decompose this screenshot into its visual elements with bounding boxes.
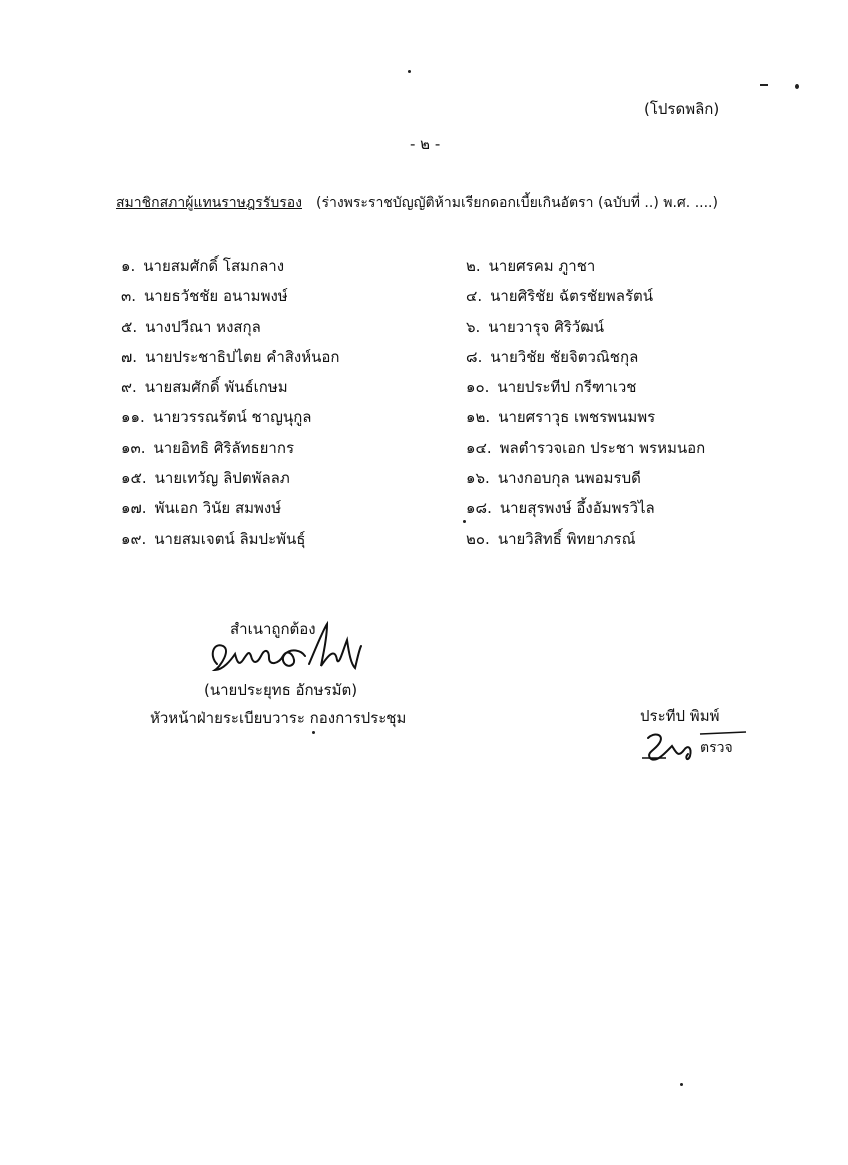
list-item: ๖. นายวารุจ ศิริวัฒน์ — [466, 317, 605, 336]
page-heading — [116, 193, 718, 213]
list-item: ๑๖. นางกอบกุล นพอมรบดี — [466, 469, 641, 488]
list-item: ๕. นางปวีณา หงสกุล — [121, 317, 261, 336]
members-list-left — [121, 256, 339, 559]
list-item: ๑๐. นายประทีป กรีฑาเวช — [466, 378, 637, 397]
scan-speck — [463, 520, 466, 523]
list-item: ๑๕. นายเทวัญ ลิปตพัลลภ — [121, 469, 290, 488]
list-item: ๔. นายศิริชัย ฉัตรชัยพลรัตน์ — [466, 287, 654, 306]
list-item: ๑๑. นายวรรณรัตน์ ชาญนุกูล — [121, 408, 312, 427]
scan-speck — [680, 1083, 683, 1086]
signer-name: (นายประยุทธ อักษรมัต) — [204, 681, 358, 699]
signer-position: หัวหน้าฝ่ายระเบียบวาระ กองการประชุม — [150, 709, 407, 727]
handwritten-signature — [205, 620, 365, 678]
list-item: ๘. นายวิชัย ชัยจิตวณิชกุล — [466, 347, 639, 366]
list-item: ๙. นายสมศักดิ์ พันธ์เกษม — [121, 378, 288, 397]
typist-note: ประทีป พิมพ์ — [640, 707, 720, 725]
list-item: ๑๙. นายสมเจตน์ ลิมปะพันธุ์ — [121, 529, 306, 548]
checker-initials — [640, 728, 750, 768]
scan-speck — [408, 70, 411, 73]
members-list-right — [466, 256, 705, 559]
list-item: ๗. นายประชาธิปไตย คำสิงห์นอก — [121, 347, 340, 366]
scan-speck — [312, 731, 315, 734]
bill-title: (ร่างพระราชบัญญัติห้ามเรียกดอกเบี้ยเกินอัตรา (ฉบับที่ ..) พ.ศ. ....) — [315, 195, 718, 211]
list-item: ๑๘. นายสุรพงษ์ อึ้งอัมพรวิไล — [466, 499, 655, 518]
list-item: ๑. นายสมศักดิ์ โสมกลาง — [121, 257, 285, 275]
heading-label: สมาชิกสภาผู้แทนราษฎรรับรอง — [116, 195, 302, 211]
list-item: ๑๗. พันเอก วินัย สมพงษ์ — [121, 499, 282, 518]
scan-speck — [795, 84, 799, 89]
list-item: ๓. นายธวัชชัย อนามพงษ์ — [121, 287, 288, 306]
list-item: ๑๒. นายศราวุธ เพชรพนมพร — [466, 408, 656, 427]
page-number: - ๒ - — [410, 135, 441, 153]
please-turn-note: (โปรดพลิก) — [644, 100, 720, 118]
list-item: ๒๐. นายวิสิทธิ์ พิทยาภรณ์ — [466, 529, 636, 548]
certified-copy-label: สำเนาถูกต้อง — [230, 620, 316, 638]
list-item: ๒. นายศรคม ภูาชา — [466, 257, 596, 275]
checked-note: ตรวจ — [700, 740, 733, 756]
list-item: ๑๓. นายอิทธิ ศิริลัทธยากร — [121, 438, 294, 457]
list-item: ๑๔. พลตำรวจเอก ประชา พรหมนอก — [466, 438, 706, 457]
scan-speck — [760, 84, 768, 86]
